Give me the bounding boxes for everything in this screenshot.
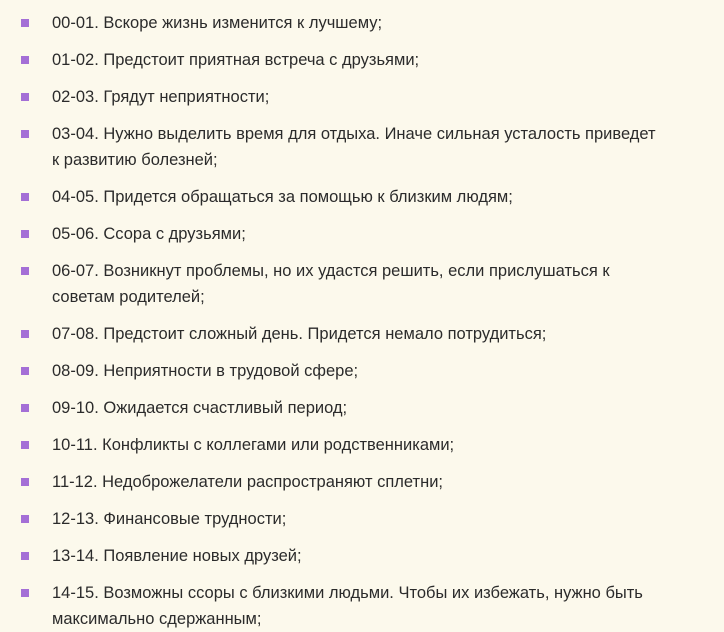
square-bullet-icon <box>21 589 29 597</box>
list-item-text: 01-02. Предстоит приятная встреча с друзьями; <box>52 51 420 69</box>
list-item <box>0 358 724 384</box>
list-item <box>0 395 724 421</box>
square-bullet-icon <box>21 56 29 64</box>
square-bullet-icon <box>21 515 29 523</box>
list-item <box>0 184 724 210</box>
list-item-text: 07-08. Предстоит сложный день. Придется немало потрудиться; <box>52 325 547 343</box>
list-item-text: 10-11. Конфликты с коллегами или родственниками; <box>52 436 455 454</box>
square-bullet-icon <box>21 93 29 101</box>
list-item-text: 00-01. Вскоре жизнь изменится к лучшему; <box>52 14 383 32</box>
list-item <box>0 221 724 247</box>
list-item-text: 03-04. Нужно выделить время для отдыха. Иначе сильная усталость приведет к развитию болезней; <box>52 125 656 169</box>
list-item-text: 12-13. Финансовые трудности; <box>52 510 287 528</box>
square-bullet-icon <box>21 230 29 238</box>
list-item-text: 02-03. Грядут неприятности; <box>52 88 270 106</box>
list-item <box>0 121 724 173</box>
square-bullet-icon <box>21 267 29 275</box>
list-item-text: 06-07. Возникнут проблемы, но их удастся решить, если прислушаться к советам родителей; <box>52 262 610 306</box>
square-bullet-icon <box>21 478 29 486</box>
list-item-text: 11-12. Недоброжелатели распространяют сплетни; <box>52 473 443 491</box>
list-item-text: 05-06. Ссора с друзьями; <box>52 225 246 243</box>
list-item-text: 04-05. Придется обращаться за помощью к близким людям; <box>52 188 513 206</box>
square-bullet-icon <box>21 441 29 449</box>
list-item <box>0 47 724 73</box>
square-bullet-icon <box>21 404 29 412</box>
list-item <box>0 432 724 458</box>
list-item-text: 08-09. Неприятности в трудовой сфере; <box>52 362 359 380</box>
list-item <box>0 321 724 347</box>
list-item-text: 13-14. Появление новых друзей; <box>52 547 302 565</box>
list-item <box>0 469 724 495</box>
list-item <box>0 258 724 310</box>
square-bullet-icon <box>21 552 29 560</box>
square-bullet-icon <box>21 130 29 138</box>
list-item-text: 14-15. Возможны ссоры с близкими людьми. Чтобы их избежать, нужно быть максимально сдержанным; <box>52 584 643 628</box>
list-item <box>0 543 724 569</box>
list-item-text: 09-10. Ожидается счастливый период; <box>52 399 348 417</box>
list-item <box>0 506 724 532</box>
square-bullet-icon <box>21 367 29 375</box>
square-bullet-icon <box>21 193 29 201</box>
list-item <box>0 10 724 36</box>
list-item <box>0 580 724 632</box>
square-bullet-icon <box>21 330 29 338</box>
square-bullet-icon <box>21 19 29 27</box>
list-item <box>0 84 724 110</box>
